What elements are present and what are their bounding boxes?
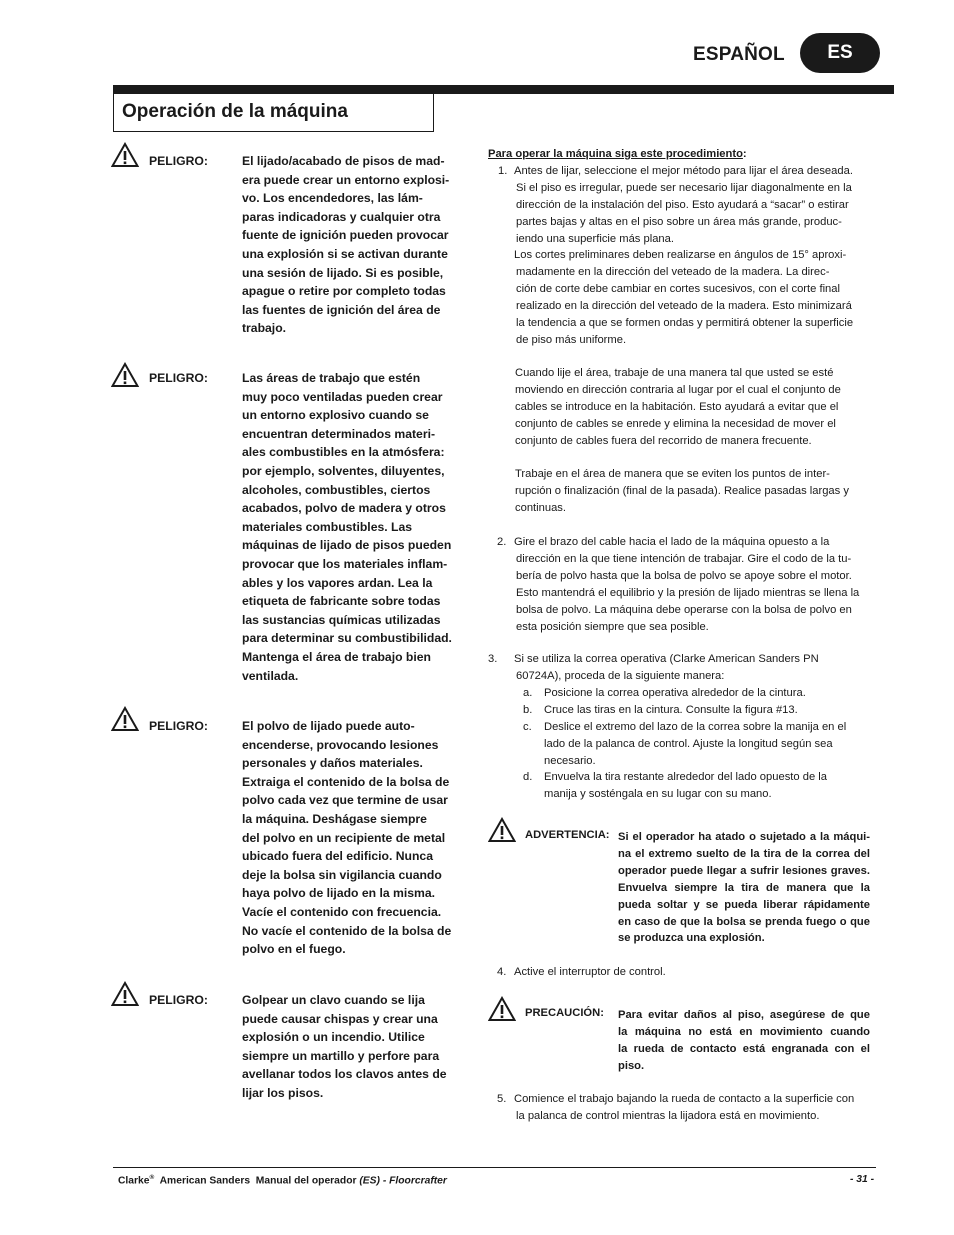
- warning-icon: [488, 817, 516, 848]
- warning-icon: [111, 981, 139, 1012]
- danger-text: Las áreas de trabajo que estén muy poco ventiladas pueden crear un entorno explosivo cuando se encuentran determinados materi- ales combustibles en la atmósfera: por ejemplo, solventes, diluyentes, alcoholes, combustibles, ciertos acabados, polvo de madera y otros materiales combustibles. Las máquinas de lijado de pisos pueden provocar que los materiales inflam- ables y los vapores ardan. Lea la etiqueta de fabricante sobre todas las sustancias químicas utilizadas para determinar su combustibilidad. Mantenga el área de trabajo bien ventilada.: [242, 371, 452, 683]
- danger-label: PELIGRO:: [149, 993, 208, 1007]
- sub-step-text: Envuelva la tira restante alrededor del lado opuesto de la manija y sosténgala en su lugar con su mano.: [544, 771, 827, 800]
- step-5-text: Comience el trabajo bajando la rueda de contacto a la superficie con la palanca de control mientras la lijadora está en movimiento.: [514, 1093, 855, 1122]
- step-1-paragraph: Si el piso es irregular, puede ser necesario lijar diagonalmente en la dirección de la instalación del piso. Esto ayudará a “sacar” o estirar partes bajas y altas en el piso sobre un área más grande, produc- iendo una superficie más plana.: [516, 182, 852, 245]
- advertencia-label: ADVERTENCIA:: [525, 829, 610, 841]
- sub-step-text: Cruce las tiras en la cintura. Consulte la figura #13.: [544, 704, 798, 716]
- step-1-first-line: Antes de lijar, seleccione el mejor método para lijar el área deseada.: [514, 165, 853, 177]
- step-number: 4.: [497, 966, 507, 978]
- language-code-badge: ES: [800, 33, 880, 73]
- sub-letter: c.: [523, 721, 532, 733]
- step-number: 3.: [488, 653, 498, 665]
- footer-rule: [113, 1167, 876, 1168]
- warning-icon: [488, 996, 516, 1027]
- danger-text: El polvo de lijado puede auto- encenderse, provocando lesiones personales y daños materiales. Extraiga el contenido de la bolsa de polvo cada vez que termine de usar la máquina. Deshágase siempre del polvo en un recipiente de metal ubicado fuera del edificio. Nunca deje la bolsa sin vigilancia cuando haya polvo de lijado en la misma. Vacíe el contenido con frecuencia. No vacíe el contenido de la bolsa de polvo en el fuego.: [242, 719, 452, 957]
- warning-icon: [111, 706, 139, 737]
- step-1-paragraph: Cuando lije el área, trabaje de una manera tal que usted se esté moviendo en dirección contraria al lugar por el cual el conjunto de cables se introduce en la habitación. Esto ayudará a evitar que el conjunto de cables se enrede y elimina la necesidad de mover el conjunto de cables fuera del recorrido de manera frecuente.: [515, 367, 841, 447]
- danger-text: El lijado/acabado de pisos de mad- era puede crear un entorno explosi- vo. Los encendedores, las lám- paras indicadoras y cualquier otra fuente de ignición pueden provocar una explosión si se activan durante una sesión de lijado. Si es posible, apague o retire por completo todas las fuentes de ignición del área de trabajo.: [242, 154, 450, 336]
- step-1-paragraph: Los cortes preliminares deben realizarse en ángulos de 15° aproxi- madamente en la dirección del veteado de la madera. La direc- ción de corte debe cambiar en cortes sucesivos, con el corte final realizado en la dirección del veteado de la madera. Esto minimizará la tendencia a que se formen ondas y permitirá obtener la superficie de piso más uniforme.: [514, 249, 854, 346]
- sub-step-text: Posicione la correa operativa alrededor de la cintura.: [544, 687, 806, 699]
- danger-label: PELIGRO:: [149, 719, 208, 733]
- page-number: - 31 -: [850, 1174, 875, 1185]
- section-title: Operación de la máquina: [122, 101, 348, 122]
- sub-step-text: Deslice el extremo del lazo de la correa sobre la manija en el lado de la palanca de control. Ajuste la longitud según sea necesario.: [544, 721, 847, 767]
- language-label: ESPAÑOL: [693, 44, 785, 65]
- step-number: 5.: [497, 1093, 507, 1105]
- step-number: 2.: [497, 536, 507, 548]
- sub-letter: d.: [523, 771, 533, 783]
- danger-text: Golpear un clavo cuando se lija puede causar chispas y crear una explosión o un incendio. Utilice siempre un martillo y perfore para avellanar todos los clavos antes de lijar los pisos.: [242, 993, 447, 1100]
- advertencia-text: Si el operador ha atado o sujetado a la máqui- na el extremo suelto de la tira de la correa del operador puede llegar a sufrir lesiones graves. Envuelva siempre la tira de manera que la pueda soltar y se pueda liberar rápidamente en caso de que la bolsa se prenda fuego o que se produzca una explosión.: [618, 831, 870, 945]
- sub-letter: a.: [523, 687, 533, 699]
- procedure-heading: Para operar la máquina siga este procedimiento:: [488, 148, 747, 160]
- step-3-text: Si se utiliza la correa operativa (Clarke American Sanders PN 60724A), proceda de la siguiente manera:: [514, 653, 819, 682]
- precaucion-label: PRECAUCIÓN:: [525, 1007, 604, 1019]
- warning-icon: [111, 362, 139, 393]
- footer-text: Clarke® American Sanders Manual del operador (ES) - Floorcrafter: [118, 1174, 447, 1187]
- warning-icon: [111, 142, 139, 173]
- step-2-text: Gire el brazo del cable hacia el lado de la máquina opuesto a la dirección en la que tiene intención de trabajar. Gire el codo de la tu- bería de polvo hasta que la bolsa de polvo se apoye sobre el motor. Esto mantendrá el equilibrio y la presión de lijado mientras se llena la bolsa de polvo. La máquina debe operarse con la bolsa de polvo en esta posición siempre que sea posible.: [514, 536, 860, 633]
- step-1-paragraph: Trabaje en el área de manera que se eviten los puntos de inter- rupción o finalización (final de la pasada). Realice pasadas largas y continuas.: [515, 468, 849, 514]
- precaucion-text: Para evitar daños al piso, asegúrese de que la máquina no está en movimiento cuando la rueda de contacto está engranada con el piso.: [618, 1009, 870, 1072]
- sub-letter: b.: [523, 704, 533, 716]
- danger-label: PELIGRO:: [149, 371, 208, 385]
- step-number: 1.: [498, 165, 508, 177]
- danger-label: PELIGRO:: [149, 154, 208, 168]
- step-4-text: Active el interruptor de control.: [514, 966, 666, 978]
